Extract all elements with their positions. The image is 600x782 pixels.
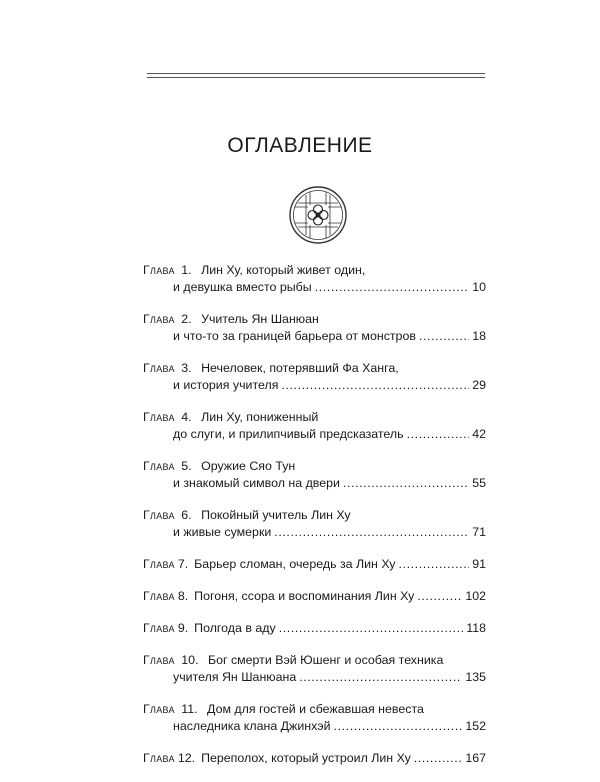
page-title: ОГЛАВЛЕНИЕ xyxy=(227,134,373,157)
toc-entry[interactable] xyxy=(143,311,486,345)
chapter-title-line2: и знакомый символ на двери xyxy=(173,476,340,490)
page-number: 18 xyxy=(472,329,486,343)
chapter-number: 11. xyxy=(181,702,198,716)
dot-leader xyxy=(299,669,462,686)
chapter-number: 12. xyxy=(177,751,196,765)
dot-leader xyxy=(274,524,469,541)
chapter-word: Глава xyxy=(143,459,175,473)
dot-leader xyxy=(419,328,469,345)
chapter-title-line2: наследника клана Джинхэй xyxy=(173,719,331,733)
chapter-word: Глава xyxy=(143,557,175,571)
page-number: 10 xyxy=(472,280,486,294)
toc-entry[interactable] xyxy=(143,588,486,605)
chapter-title-line1: Бог смерти Вэй Юшенг и особая техника xyxy=(207,653,444,667)
page-number: 167 xyxy=(465,751,486,765)
toc-entry[interactable] xyxy=(143,652,486,686)
page-number: 29 xyxy=(472,378,486,392)
chapter-title-line1: Учитель Ян Шанюан xyxy=(201,312,319,326)
chapter-word: Глава xyxy=(143,263,175,277)
dot-leader xyxy=(315,279,470,296)
dot-leader xyxy=(279,620,464,637)
header-double-rule xyxy=(147,73,485,81)
chapter-number: 2. xyxy=(181,312,192,326)
chapter-number: 5. xyxy=(181,459,192,473)
chapter-number: 6. xyxy=(181,508,192,522)
chapter-word: Глава xyxy=(143,361,175,375)
page-number: 152 xyxy=(465,719,486,733)
chapter-word: Глава xyxy=(143,621,175,635)
dot-leader xyxy=(407,426,470,443)
chapter-number: 4. xyxy=(181,410,192,424)
dot-leader xyxy=(334,718,463,735)
chapter-title: Переполох, который устроил Лин Ху xyxy=(201,751,411,765)
chapter-word: Глава xyxy=(143,653,175,667)
chapter-title-line1: Оружие Сяо Тун xyxy=(201,459,296,473)
dot-leader xyxy=(417,588,462,605)
dot-leader xyxy=(343,475,469,492)
chapter-number: 3. xyxy=(181,361,192,375)
chapter-word: Глава xyxy=(143,589,175,603)
chapter-word: Глава xyxy=(143,410,175,424)
chapter-title-line2: до слуги, и прилипчивый предсказатель xyxy=(173,427,404,441)
chapter-title-line1: Лин Ху, пониженный xyxy=(201,410,319,424)
page-number: 91 xyxy=(472,557,486,571)
chapter-number: 1. xyxy=(181,263,192,277)
chapter-title-line1: Нечеловек, потерявший Фа Ханга, xyxy=(201,361,399,375)
chapter-title: Полгода в аду xyxy=(194,621,276,635)
chapter-title-line2: и что-то за границей барьера от монстров xyxy=(173,329,416,343)
chapter-word: Глава xyxy=(143,312,175,326)
chapter-number: 10. xyxy=(181,653,199,667)
toc-entry[interactable] xyxy=(143,620,486,637)
page-number: 135 xyxy=(465,670,486,684)
chapter-word: Глава xyxy=(143,751,175,765)
toc-entry[interactable] xyxy=(143,360,486,394)
chapter-title-line1: Дом для гостей и сбежавшая невеста xyxy=(207,702,424,716)
toc-entry[interactable] xyxy=(143,507,486,541)
page-number: 71 xyxy=(472,525,486,539)
chapter-title: Барьер сломан, очередь за Лин Ху xyxy=(194,557,396,571)
ornament-emblem-icon xyxy=(288,185,348,245)
dot-leader xyxy=(399,556,470,573)
page-number: 102 xyxy=(465,589,486,603)
chapter-number: 8. xyxy=(177,589,189,603)
page-number: 55 xyxy=(472,476,486,490)
page-number: 118 xyxy=(466,621,486,635)
page-number: 42 xyxy=(472,427,486,441)
chapter-title-line2: учителя Ян Шанюана xyxy=(173,670,297,684)
toc-entry[interactable] xyxy=(143,262,486,296)
chapter-word: Глава xyxy=(143,508,175,522)
chapter-title-line2: и девушка вместо рыбы xyxy=(173,280,312,294)
toc-entry[interactable] xyxy=(143,750,486,767)
table-of-contents xyxy=(143,262,486,782)
chapter-number: 7. xyxy=(177,557,189,571)
dot-leader xyxy=(281,377,469,394)
dot-leader xyxy=(414,750,463,767)
toc-entry[interactable] xyxy=(143,409,486,443)
toc-entry[interactable] xyxy=(143,556,486,573)
chapter-title-line2: и история учителя xyxy=(173,378,279,392)
chapter-title-line1: Лин Ху, который живет один, xyxy=(201,263,366,277)
toc-entry[interactable] xyxy=(143,701,486,735)
toc-entry[interactable] xyxy=(143,458,486,492)
chapter-number: 9. xyxy=(177,621,189,635)
chapter-title: Погоня, ссора и воспоминания Лин Ху xyxy=(194,589,415,603)
chapter-title-line1: Покойный учитель Лин Ху xyxy=(201,508,351,522)
chapter-word: Глава xyxy=(143,702,175,716)
chapter-title-line2: и живые сумерки xyxy=(173,525,272,539)
